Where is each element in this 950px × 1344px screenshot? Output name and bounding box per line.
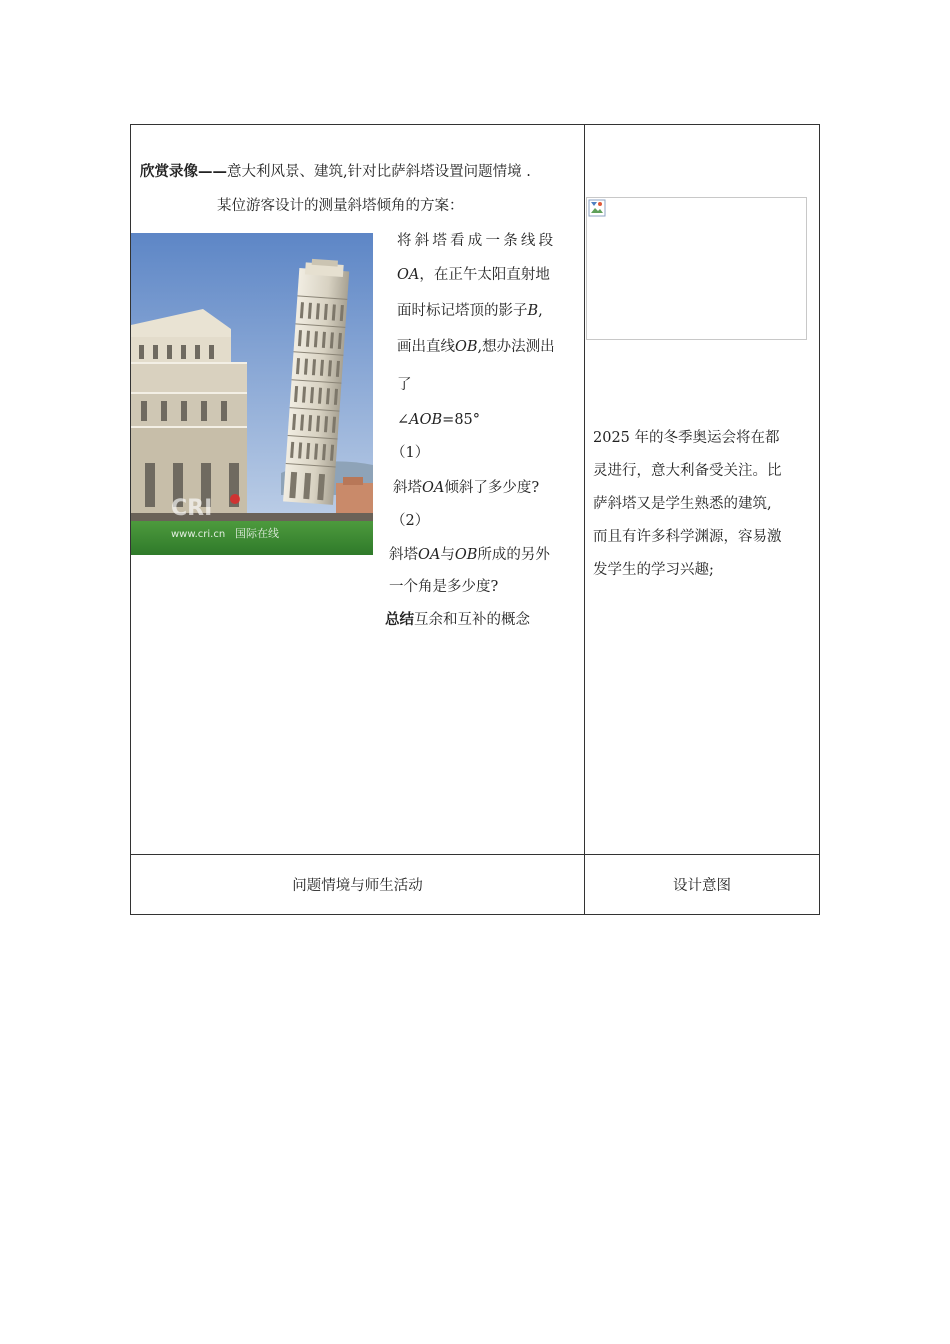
plan-line-4: 画出直线OB,想办法测出 (397, 339, 555, 355)
broken-image-placeholder (586, 197, 807, 340)
photo-watermark-brand: CRI (171, 496, 213, 521)
pisa-illustration (131, 233, 373, 555)
intent-line-5: 发学生的学习兴趣; (593, 562, 714, 578)
question-2-line-2: 一个角是多少度? (389, 579, 499, 595)
heading-bold: 欣赏录像 (140, 163, 198, 180)
intro-text: 某位游客设计的测量斜塔倾角的方案： (217, 198, 464, 214)
angle-statement: ∠AOB=85° (397, 412, 481, 428)
broken-image-icon (588, 199, 606, 217)
lesson-table (130, 124, 820, 915)
intent-line-4: 而且有许多科学渊源，容易激 (593, 529, 782, 545)
summary: 总结互余和互补的概念 (385, 611, 530, 628)
line-ob: OB (455, 339, 478, 355)
column-divider (584, 125, 585, 914)
question-1: 斜塔OA倾斜了多少度? (393, 480, 540, 496)
intent-line-1: 2025 年的冬季奥运会将在都 (593, 430, 780, 446)
question-2-line-1: 斜塔OA与OB所成的另外 (389, 547, 550, 563)
question-1-label: （1） (391, 445, 430, 461)
plan-line-1: 将斜塔看成一条线段 (397, 233, 557, 249)
segment-oa: OA (397, 267, 420, 283)
intent-line-2: 灵进行，意大利备受关注。比 (593, 463, 782, 479)
plan-line-3: 面时标记塔顶的影子B, (397, 303, 543, 319)
photo-watermark-cn: 国际在线 (235, 527, 279, 540)
point-b: B (527, 303, 539, 319)
photo-watermark-url: www.cri.cn (171, 529, 226, 540)
heading (140, 162, 531, 182)
footer-left-header: 问题情境与师生活动 (292, 877, 423, 894)
leaning-tower-photo (131, 233, 373, 555)
question-2-label: （2） (391, 513, 430, 529)
plan-line-2: OA，在正午太阳直射地 (397, 267, 550, 283)
heading-dash: —— (198, 163, 227, 180)
heading-rest: 意大利风景、建筑,针对比萨斜塔设置问题情境 . (227, 164, 531, 180)
intent-line-3: 萨斜塔又是学生熟悉的建筑, (593, 496, 772, 512)
cathedral (131, 309, 247, 519)
footer-right-header: 设计意图 (673, 877, 731, 894)
plan-line-5: 了 (397, 377, 412, 393)
